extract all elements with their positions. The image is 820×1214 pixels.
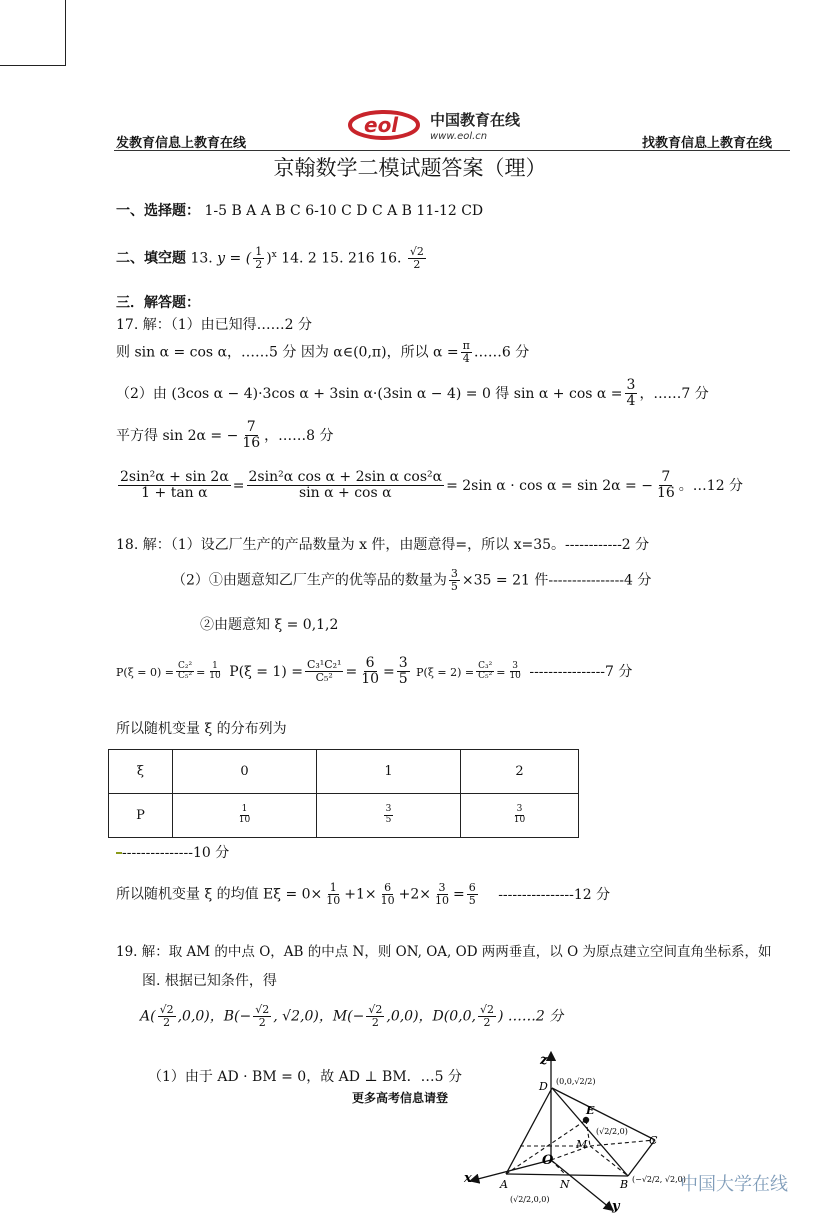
coords-m-den: 2 xyxy=(371,1016,379,1030)
p17-line5-frac1-den: 1 + tan α xyxy=(141,485,208,502)
p17-line5-frac2 xyxy=(247,470,445,502)
p0-comb-den: C₅² xyxy=(177,671,193,682)
label-x: x xyxy=(464,1171,472,1186)
p1-value2-fraction xyxy=(397,656,410,688)
label-N: N xyxy=(560,1178,570,1191)
section-fill-label: 二、填空题 xyxy=(116,250,186,267)
p19-line2: 图. 根据已知条件，得 xyxy=(142,973,277,989)
mean-frac4 xyxy=(467,882,478,907)
more-info-text: 更多高考信息请登 xyxy=(352,1091,449,1105)
p1-comb-den: C₅² xyxy=(315,671,333,685)
p2-comb-num: C₃² xyxy=(478,660,493,671)
p17-line2 xyxy=(116,340,529,365)
geometry-figure xyxy=(460,1050,700,1214)
coords-a-num: √2 xyxy=(159,1003,174,1016)
p0-value-fraction xyxy=(207,662,222,683)
p17-pi-fraction xyxy=(461,340,472,365)
svg-text:www.eol.cn: www.eol.cn xyxy=(430,131,488,142)
p1-comb-fraction xyxy=(305,659,343,684)
dist-intro: 所以随机变量 ξ 的分布列为 xyxy=(116,721,287,737)
p17-line3-text: （2）由 (3cos α − 4)·3cos α + 3sin α·(3sin α − 4) = 0 得 sin α + cos α = xyxy=(116,385,623,402)
coords-a-frac xyxy=(158,1004,176,1029)
q15-answer: 15. 216 xyxy=(321,250,375,267)
eol-logo-mark xyxy=(348,105,548,145)
p17-line5-frac3-den: 16 xyxy=(656,485,675,502)
p18-line3: ②由题意知 ξ = 0,1,2 xyxy=(200,617,339,633)
p2-comb-fraction xyxy=(476,662,494,683)
edge-AB xyxy=(506,1174,628,1176)
mean-frac3-num: 3 xyxy=(438,881,446,894)
page-title: 京翰数学二模试题答案（理） xyxy=(273,156,547,180)
p17-line2-tail: ……6 分 xyxy=(473,344,530,361)
mean-line xyxy=(116,882,610,907)
p17-line5-frac3-num: 7 xyxy=(661,469,671,485)
section-solution-label: 三．解答题： xyxy=(116,295,200,311)
table-row xyxy=(109,750,579,794)
mean-frac2 xyxy=(379,882,397,907)
coords-m-num: √2 xyxy=(368,1003,383,1016)
p-value-den: 10 xyxy=(238,815,251,825)
p-value-fraction xyxy=(237,805,252,826)
p17-line4 xyxy=(116,420,334,452)
label-E: E xyxy=(586,1104,595,1117)
p17-line5-frac3 xyxy=(655,470,677,502)
p17-line3-tail: ，……7 分 xyxy=(639,385,709,402)
mean-d: = xyxy=(453,886,465,903)
corner-box xyxy=(0,0,66,66)
coords-d-frac xyxy=(478,1004,496,1029)
p17-line3 xyxy=(116,378,709,410)
mean-frac1 xyxy=(324,882,342,907)
svg-text:eol: eol xyxy=(364,113,399,137)
mean-frac3-den: 10 xyxy=(435,894,450,908)
p17-line5-tail: 。…12 分 xyxy=(678,477,744,494)
point-E xyxy=(583,1117,589,1123)
q13-number: 13. xyxy=(190,250,213,267)
q13-exp: x xyxy=(271,249,277,260)
choice-answers: 1-5 B A A B C 6-10 C D C A B 11-12 CD xyxy=(204,203,484,219)
mean-frac2-num: 6 xyxy=(384,881,392,894)
q13-fraction xyxy=(253,246,264,271)
table-cell: 2 xyxy=(461,750,579,794)
p1-value-den: 10 xyxy=(361,671,380,688)
p17-pi-num: π xyxy=(462,339,470,352)
p2-comb-den: C₅² xyxy=(478,671,493,682)
coords-d-den: 2 xyxy=(483,1016,491,1030)
svg-text:中国教育在线: 中国教育在线 xyxy=(430,111,521,129)
p-value-den: 10 xyxy=(513,815,526,825)
q14-answer: 14. 2 xyxy=(281,250,317,267)
header-rule xyxy=(114,150,790,151)
p19-line4: （1）由于 AD · BM = 0，故 AD ⊥ BM．…5 分 xyxy=(148,1069,463,1085)
coords-a-den: 2 xyxy=(163,1016,171,1030)
p19-line1: 19. 解：取 AM 的中点 O，AB 的中点 N，则 ON, OA, OD 两两垂直，以 O 为原点建立空间直角坐标系，如 xyxy=(116,944,772,960)
p-value-den: 5 xyxy=(385,815,392,825)
q13-expr: y = ( xyxy=(217,250,252,267)
p18-line2-fraction xyxy=(449,568,460,593)
p17-line4-fraction xyxy=(240,420,262,452)
table-cell: ξ xyxy=(109,750,173,794)
p2-label: P(ξ = 2) = xyxy=(416,665,475,679)
q13-num: 1 xyxy=(255,245,263,258)
mean-frac1-num: 1 xyxy=(329,881,337,894)
table-cell xyxy=(317,794,461,838)
p18-line2-den: 5 xyxy=(450,580,458,594)
p17-line1: 17. 解：（1）由已知得……2 分 xyxy=(116,317,312,333)
p18-line2 xyxy=(172,568,651,593)
p1-eq2: = xyxy=(383,663,395,680)
coords-b-num: √2 xyxy=(255,1003,270,1016)
eol-logo xyxy=(348,105,548,143)
p2-value-num: 3 xyxy=(512,660,519,671)
mean-frac4-num: 6 xyxy=(468,881,476,894)
coords-d-num: √2 xyxy=(479,1003,494,1016)
label-C: C xyxy=(649,1134,658,1147)
label-z: z xyxy=(540,1053,548,1068)
p17-line3-den: 4 xyxy=(626,393,636,410)
distribution-table xyxy=(108,749,579,838)
p17-line4-tail: ，……8 分 xyxy=(264,427,334,444)
coords-m-tail: ,0,0)，D(0,0, xyxy=(386,1008,476,1025)
p18-line1: 18. 解：（1）设乙厂生产的产品数量为 x 件，由题意得=，所以 x=35。------------2 分 xyxy=(116,537,650,553)
p17-line5-frac2-num: 2sin²α cos α + 2sin α cos²α xyxy=(248,469,443,485)
p1-value2-den: 5 xyxy=(398,671,408,688)
section-fill xyxy=(116,246,428,271)
mean-text: 所以随机变量 ξ 的均值 Eξ = 0× xyxy=(116,886,323,903)
section-choice-label: 一、选择题： xyxy=(116,203,200,219)
mean-b: +1× xyxy=(344,886,377,903)
p17-line5-frac1 xyxy=(118,470,231,502)
p17-line3-fraction xyxy=(625,378,638,410)
table-cell xyxy=(461,794,579,838)
coords-b-den: 2 xyxy=(258,1016,266,1030)
p1-value-fraction xyxy=(359,656,381,688)
p0-eq: = xyxy=(196,665,206,679)
p1-value2-num: 3 xyxy=(398,655,408,671)
p2-value-fraction xyxy=(507,662,522,683)
after-table-text: ---------------10 分 xyxy=(122,845,230,861)
p0-label: P(ξ = 0) = xyxy=(116,665,174,679)
label-M: M xyxy=(576,1138,588,1151)
q16-fraction xyxy=(408,246,426,271)
coords-a-tail: ,0,0)，B(− xyxy=(177,1008,252,1025)
p18-line2-text: （2）①由题意知乙厂生产的优等品的数量为 xyxy=(172,572,447,589)
label-B-coord: (−√2/2, √2,0) xyxy=(632,1175,686,1184)
q16-den: 2 xyxy=(413,258,421,272)
p17-line3-num: 3 xyxy=(626,377,636,393)
label-B: B xyxy=(620,1178,629,1191)
p18-line4-tail: ----------------7 分 xyxy=(529,663,633,680)
label-y: y xyxy=(612,1199,620,1214)
table-row xyxy=(109,794,579,838)
q13-den: 2 xyxy=(255,258,263,272)
header-left-text: 发教育信息上教育在线 xyxy=(116,136,247,151)
label-A: A xyxy=(500,1178,508,1191)
p18-line2-num: 3 xyxy=(450,567,458,580)
label-A-coord: (√2/2,0,0) xyxy=(510,1195,550,1204)
coords-b-frac xyxy=(253,1004,271,1029)
q16-num: √2 xyxy=(409,245,424,258)
label-E-coord: (√2/2,0) xyxy=(596,1127,628,1136)
p-value-num: 3 xyxy=(516,804,523,815)
coords-d-tail: ) ……2 分 xyxy=(497,1008,564,1025)
p17-line5-frac2-den: sin α + cos α xyxy=(299,485,392,502)
p17-line5-frac1-num: 2sin²α + sin 2α xyxy=(120,469,229,485)
p-value-fraction xyxy=(384,805,394,826)
p1-label: P(ξ = 1) = xyxy=(229,663,303,680)
p17-line2-text: 则 sin α = cos α，……5 分 因为 α∈(0,π)，所以 α = xyxy=(116,344,459,361)
p17-line4-text: 平方得 sin 2α = − xyxy=(116,427,239,444)
mean-frac2-den: 10 xyxy=(380,894,395,908)
label-O: O xyxy=(542,1153,554,1168)
p0-value-num: 1 xyxy=(212,660,218,671)
table-cell xyxy=(173,794,317,838)
edge-MB xyxy=(590,1146,628,1176)
after-table-line xyxy=(116,842,229,862)
coords-a: A( xyxy=(140,1008,156,1025)
p-value-num: 1 xyxy=(241,804,248,815)
p17-line5-mid: = 2sin α · cos α = sin 2α = − xyxy=(446,477,653,494)
watermark-text: 中国大学在线 xyxy=(680,1174,788,1195)
p18-line2-tail: ×35 = 21 件----------------4 分 xyxy=(461,572,652,589)
p-value-num: 3 xyxy=(385,804,392,815)
p1-eq: = xyxy=(345,663,358,680)
p17-line5 xyxy=(116,470,743,502)
p0-comb-fraction xyxy=(176,662,194,683)
p1-comb-num: C₃¹C₂¹ xyxy=(306,658,342,672)
section-choice xyxy=(116,200,483,220)
table-cell: P xyxy=(109,794,173,838)
table-cell: 1 xyxy=(317,750,461,794)
p18-probabilities xyxy=(116,656,632,688)
p17-pi-den: 4 xyxy=(462,352,470,366)
header-right-text: 找教育信息上教育在线 xyxy=(642,136,773,151)
table-cell: 0 xyxy=(173,750,317,794)
p0-comb-num: C₂² xyxy=(177,660,193,671)
coords-b-tail: , √2,0)，M(− xyxy=(273,1008,365,1025)
mean-frac1-den: 10 xyxy=(326,894,341,908)
p-value-fraction xyxy=(512,805,527,826)
mean-tail: ----------------12 分 xyxy=(498,886,611,903)
label-D-coord: (0,0,√2/2) xyxy=(556,1077,596,1086)
p0-value-den: 10 xyxy=(209,671,221,682)
p19-coords xyxy=(140,1004,563,1029)
p17-line4-den: 16 xyxy=(242,435,261,452)
mean-frac3 xyxy=(433,882,451,907)
p1-value-num: 6 xyxy=(365,655,375,671)
p2-value-den: 10 xyxy=(509,671,521,682)
mean-c: +2× xyxy=(398,886,432,903)
mean-frac4-den: 5 xyxy=(468,894,476,908)
p17-line4-num: 7 xyxy=(246,419,256,435)
coords-m-frac xyxy=(366,1004,384,1029)
q16-number: 16. xyxy=(379,250,402,267)
q13-tail: ) xyxy=(266,250,272,267)
label-D: D xyxy=(539,1080,548,1093)
p2-eq: = xyxy=(496,665,506,679)
p17-line5-eq: = xyxy=(232,477,245,494)
